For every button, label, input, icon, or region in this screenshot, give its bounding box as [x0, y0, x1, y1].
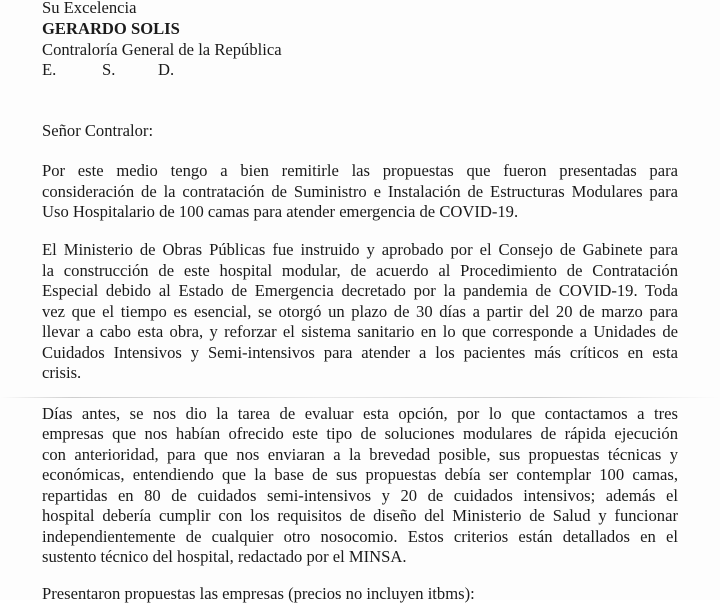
recipient-name: GERARDO SOLIS: [42, 19, 180, 38]
paragraph-2-line-4: vez que el tiempo es esencial, se otorgó un plazo de 30 días a partir del 20 de marzo para: [42, 302, 678, 321]
paragraph-3-line-8: sustento técnico del hospital, redactado por el MINSA.: [42, 547, 407, 566]
greeting: Señor Contralor:: [42, 121, 154, 140]
paragraph-3-line-4: económicas, entendiendo que la base de sus propuestas debía ser contemplar 100 camas,: [42, 465, 678, 484]
paragraph-3-line-6: hospital debería cumplir con los requisitos de diseño del Ministerio de Salud y funcionar: [42, 506, 678, 525]
paragraph-4-line-1: Presentaron propuestas las empresas (precios no incluyen itbms):: [42, 584, 475, 603]
paragraph-3-line-7: independientemente de cualquier otro nosocomio. Estos criterios están detallados en el: [42, 527, 678, 546]
esd-e: E.: [42, 60, 57, 79]
paragraph-3-line-1: Días antes, se nos dio la tarea de evaluar esta opción, por lo que contactamos a tres: [42, 404, 678, 423]
esd-d: D.: [158, 60, 175, 79]
salutation-title: Su Excelencia: [42, 0, 137, 17]
institution-name: Contraloría General de la República: [42, 40, 282, 59]
esd-abbreviation: [42, 60, 202, 79]
paragraph-3-line-3: con anterioridad, para que nos enviaran a la brevedad posible, sus propuestas técnicas y: [42, 445, 678, 464]
paragraph-1-line-3: Uso Hospitalario de 100 camas para atender emergencia de COVID-19.: [42, 202, 519, 221]
paragraph-3-line-2: empresas que nos habían ofrecido este tipo de soluciones modulares de rápida ejecución: [42, 424, 678, 443]
paragraph-2-line-2: la construcción de este hospital modular, de acuerdo al Procedimiento de Contratación: [42, 261, 678, 280]
esd-s: S.: [102, 60, 116, 79]
paragraph-2-line-5: llevar a cabo esta obra, y reforzar el sistema sanitario en lo que corresponde a Unidades de: [42, 322, 678, 341]
paragraph-1-line-2: consideración de la contratación de Suministro e Instalación de Estructuras Modulares para: [42, 182, 678, 201]
paragraph-2-line-6: Cuidados Intensivos y Semi-intensivos para atender a los pacientes más críticos en esta: [42, 343, 678, 362]
paragraph-2-line-3: Especial debido al Estado de Emergencia decretado por la pandemia de COVID-19. Toda: [42, 281, 678, 300]
paragraph-2-line-7: crisis.: [42, 363, 82, 382]
paragraph-3-line-5: repartidas en 80 de cuidados semi-intensivos y 20 de cuidados intensivos; además el: [42, 486, 678, 505]
scan-fold-line: [0, 397, 720, 398]
paragraph-1-line-1: Por este medio tengo a bien remitirle las propuestas que fueron presentadas para: [42, 161, 678, 180]
paragraph-2-line-1: El Ministerio de Obras Públicas fue instruido y aprobado por el Consejo de Gabinete para: [42, 240, 678, 259]
